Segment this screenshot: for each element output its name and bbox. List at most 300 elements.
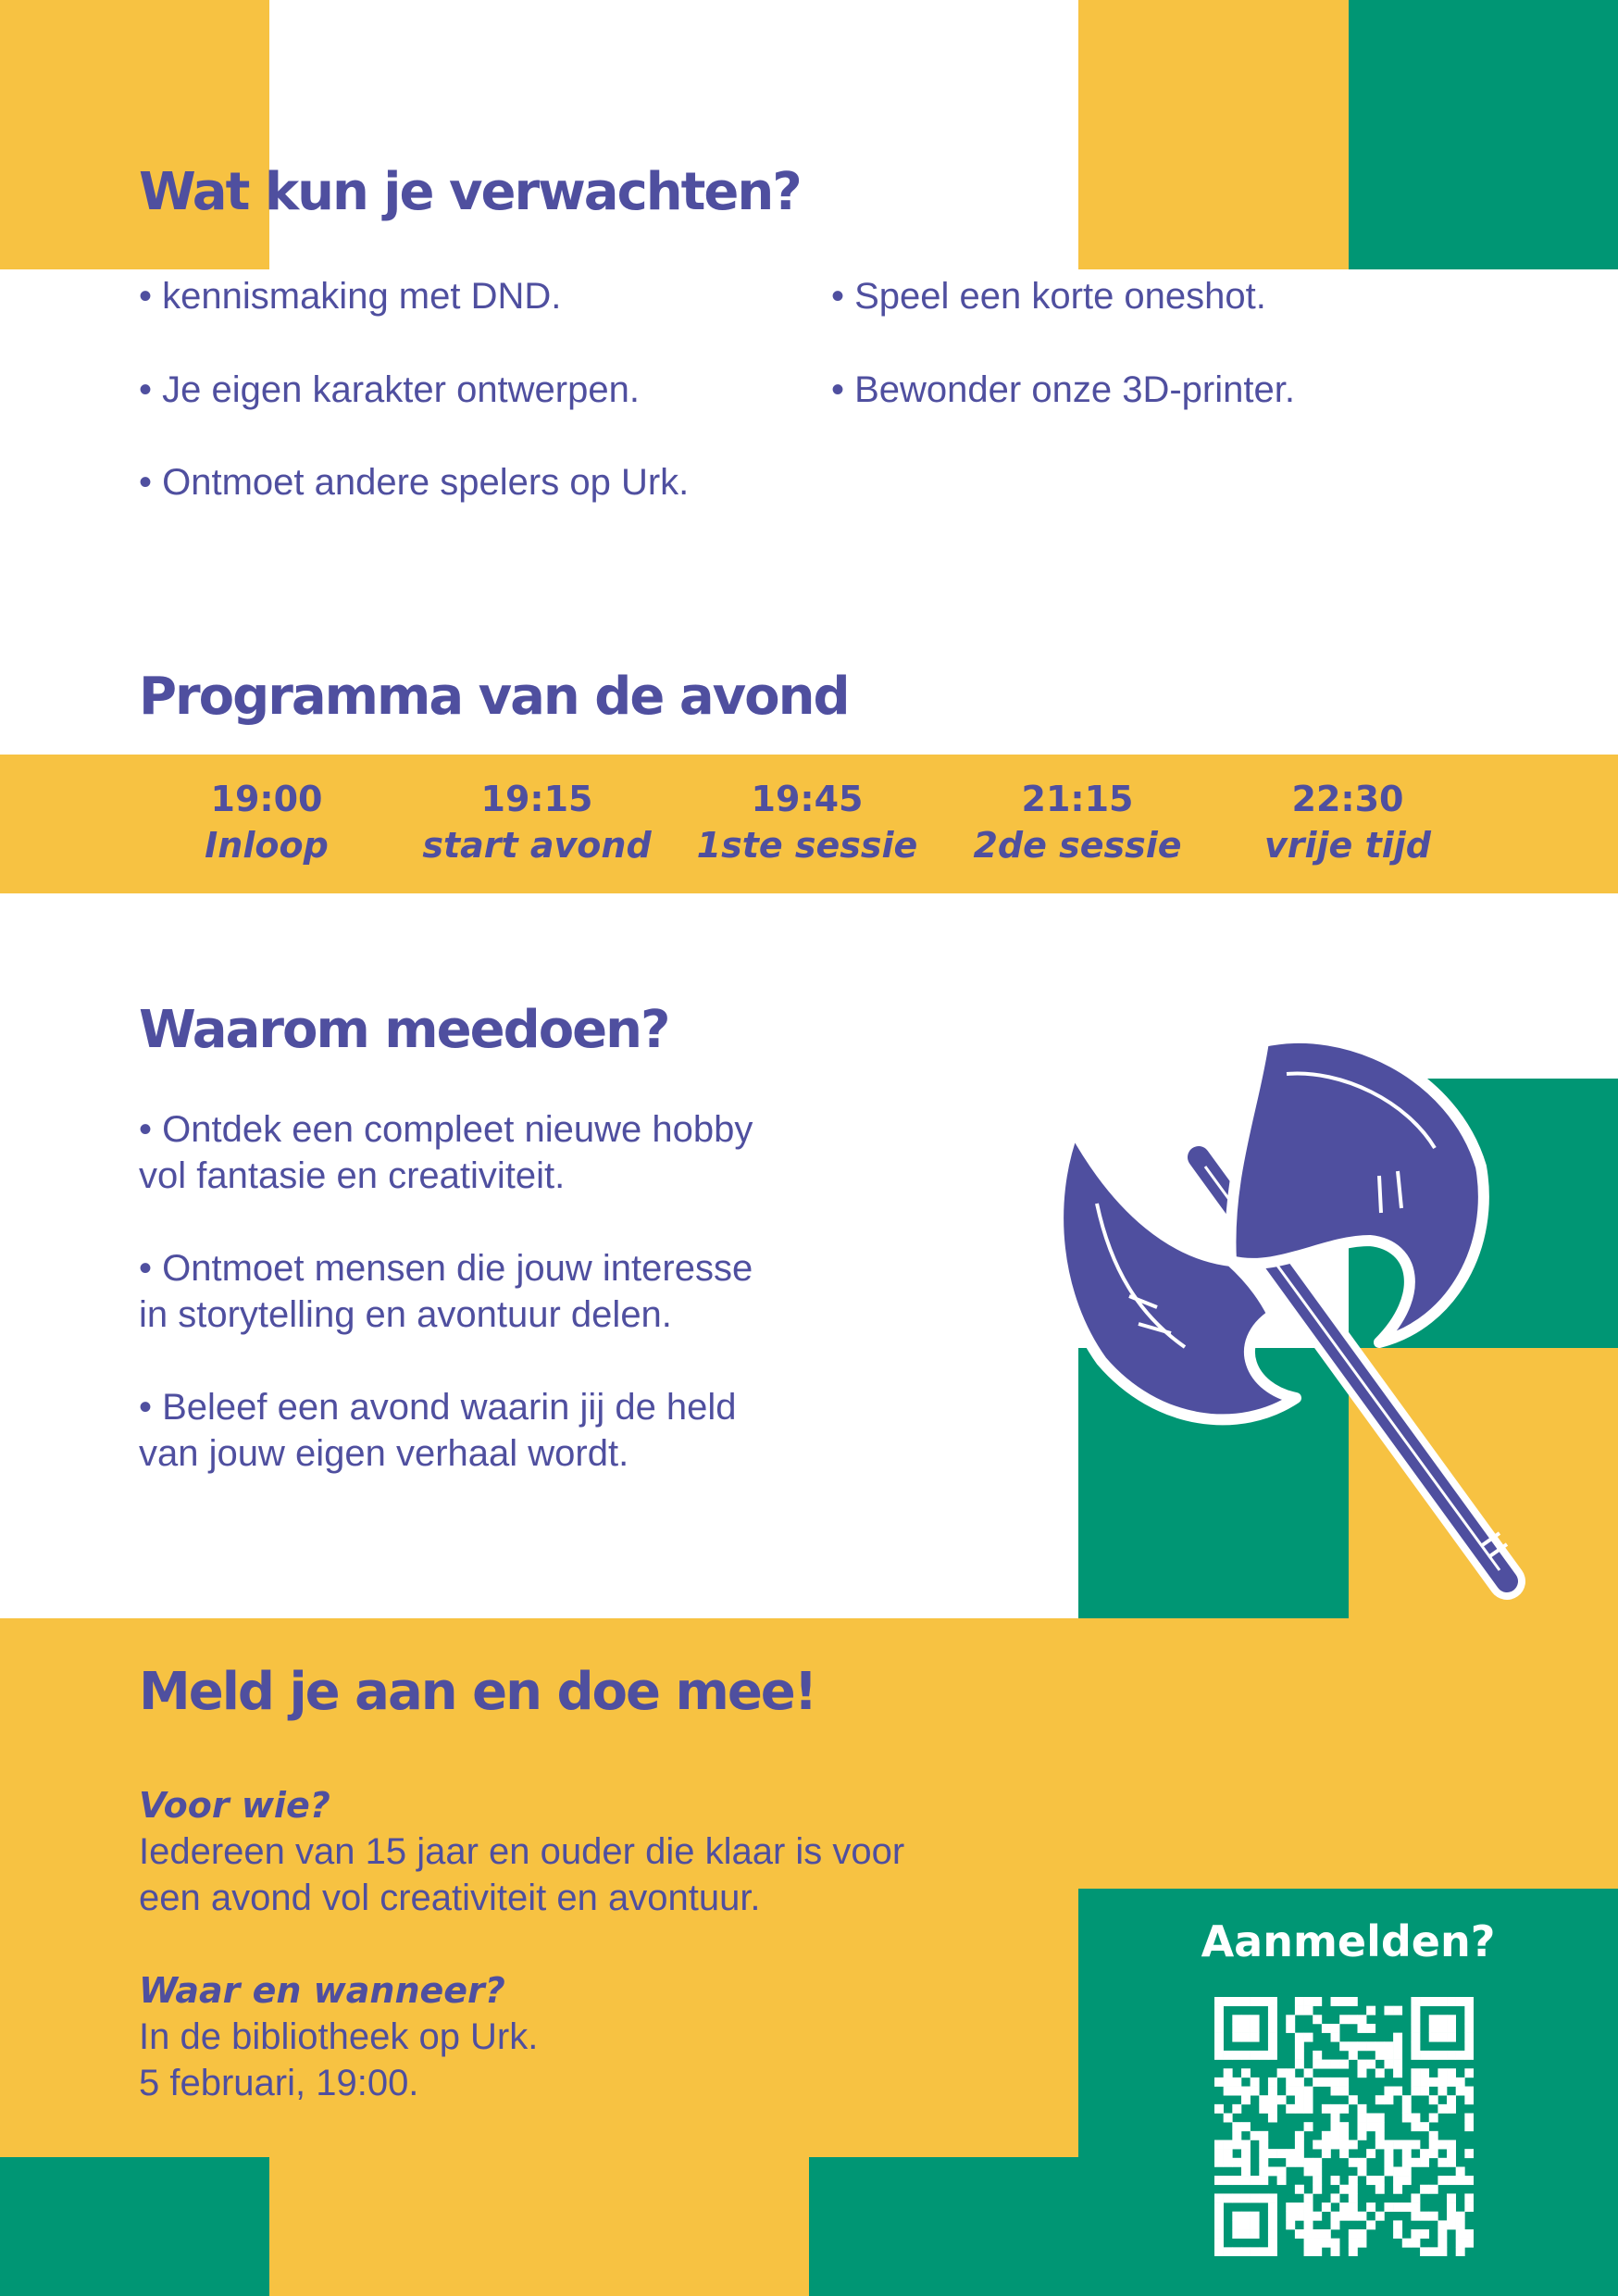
qr-module [1304,2006,1313,2015]
qr-module [1268,2006,1277,2015]
qr-module [1402,2095,1412,2104]
qr-module [1295,2041,1304,2051]
list-item-line: • Beleef een avond waarin jij de held [139,1387,737,1428]
qr-module [1411,2212,1420,2221]
qr-module [1339,2015,1349,2024]
qr-module [1224,2114,1233,2123]
qr-module [1331,2131,1340,2140]
qr-module [1375,2140,1385,2149]
qr-module [1251,2220,1260,2229]
qr-module [1366,2006,1375,2015]
qr-module [1286,2015,1295,2024]
qr-module [1357,2041,1366,2051]
qr-module [1268,2212,1277,2221]
qr-module [1438,2104,1447,2114]
qr-module [1429,2185,1438,2194]
qr-module [1402,2202,1412,2212]
qr-module [1447,2212,1456,2221]
qr-module [1322,2078,1331,2087]
qr-module [1232,2051,1241,2060]
qr-module [1366,2202,1375,2212]
qr-module [1322,2149,1331,2158]
qr-module [1420,2229,1429,2239]
qr-module [1232,2229,1241,2239]
qr-module [1232,2140,1241,2149]
qr-module [1286,2078,1295,2087]
qr-module [1286,2220,1295,2229]
who-line: Iedereen van 15 jaar en ouder die klaar is voor [139,1831,905,1872]
qr-module [1375,2068,1385,2078]
schedule-slot [132,776,401,868]
qr-module [1304,2220,1313,2229]
qr-module [1366,2060,1375,2069]
qr-module [1277,2068,1287,2078]
qr-module [1251,1997,1260,2006]
qr-module [1349,2229,1358,2239]
qr-module [1295,2202,1304,2212]
qr-module [1456,2051,1465,2060]
qr-module [1357,2060,1366,2069]
qr-module [1268,2104,1277,2114]
qr-module [1286,2202,1295,2212]
qr-module [1224,2140,1233,2149]
qr-module [1349,2051,1358,2060]
qr-module [1393,2006,1402,2015]
qr-module [1429,2024,1438,2033]
qr-module [1411,2033,1420,2042]
qr-module [1224,2158,1233,2167]
qr-module [1214,2247,1224,2256]
qr-module [1224,2087,1233,2096]
qr-module [1339,2149,1349,2158]
schedule-activity: 2de sessie [973,825,1182,866]
qr-module [1447,2015,1456,2024]
qr-module [1447,2104,1456,2114]
schedule-activity: start avond [422,825,652,866]
deco-block-bottom-mid [809,2157,1078,2296]
qr-heading: Aanmelden? [1201,1916,1496,1966]
qr-module [1331,2024,1340,2033]
qr-module [1214,2140,1224,2149]
qr-module [1322,2104,1331,2114]
qr-module [1286,2158,1295,2167]
qr-module [1313,2176,1322,2185]
qr-module [1268,2149,1277,2158]
qr-module [1411,2193,1420,2202]
qr-module [1384,2158,1393,2167]
qr-module [1241,2149,1251,2158]
qr-module [1251,2033,1260,2042]
qr-module [1241,2024,1251,2033]
qr-module [1214,2078,1224,2087]
qr-module [1357,2068,1366,2078]
qr-module [1313,2239,1322,2248]
qr-module [1214,2239,1224,2248]
qr-module [1411,2051,1420,2060]
qr-module [1384,2095,1393,2104]
qr-module [1375,2176,1385,2185]
heading-program: Programma van de avond [139,667,849,727]
qr-module [1304,2212,1313,2221]
qr-module [1214,2193,1224,2202]
qr-module [1214,2149,1224,2158]
qr-module [1375,2185,1385,2194]
deco-block-bottom-left [0,2157,269,2296]
qr-module [1286,2087,1295,2096]
qr-module [1393,2087,1402,2096]
qr-module [1304,2193,1313,2202]
qr-module [1438,2176,1447,2185]
qr-module [1339,1997,1349,2006]
qr-module [1241,2122,1251,2131]
qr-module [1304,2122,1313,2131]
qr-module [1438,2078,1447,2087]
qr-module [1322,2060,1331,2069]
qr-module [1268,1997,1277,2006]
qr-module [1295,2095,1304,2104]
qr-module [1464,2006,1474,2015]
deco-block-top-right-yellow [1078,0,1349,269]
qr-module [1366,2176,1375,2185]
qr-module [1232,2176,1241,2185]
qr-module [1241,1997,1251,2006]
qr-module [1464,2122,1474,2131]
qr-module [1251,2229,1260,2239]
qr-module [1349,1997,1358,2006]
qr-module [1411,2068,1420,2078]
qr-module [1313,2212,1322,2221]
qr-module [1393,2220,1402,2229]
qr-module [1411,2229,1420,2239]
qr-module [1224,2149,1233,2158]
qr-module [1438,2247,1447,2256]
qr-module [1259,2176,1268,2185]
qr-module [1357,2122,1366,2131]
qr-module [1322,2239,1331,2248]
qr-module [1357,2015,1366,2024]
qr-module [1375,2041,1385,2051]
qr-module [1393,2176,1402,2185]
qr-module [1241,2247,1251,2256]
qr-module [1349,2041,1358,2051]
qr-module [1447,2140,1456,2149]
qr-module [1313,2140,1322,2149]
qr-module [1241,2229,1251,2239]
list-item-line: in storytelling en avontuur delen. [139,1294,672,1335]
qr-module [1304,2202,1313,2212]
qr-module [1464,2176,1474,2185]
qr-module [1214,1997,1224,2006]
qr-module [1464,2229,1474,2239]
qr-module [1429,2078,1438,2087]
qr-module [1438,2140,1447,2149]
qr-module [1241,2033,1251,2042]
qr-module [1304,2104,1313,2114]
qr-module [1402,2149,1412,2158]
list-item-line: • Ontdek een compleet nieuwe hobby [139,1109,753,1150]
qr-module [1259,2095,1268,2104]
qr-module [1277,2166,1287,2176]
qr-module [1464,2015,1474,2024]
qr-module [1339,2131,1349,2140]
qr-module [1241,2051,1251,2060]
qr-module [1214,2051,1224,2060]
qr-module [1464,2068,1474,2078]
qr-module [1464,2193,1474,2202]
qr-module [1251,2131,1260,2140]
qr-module [1259,2051,1268,2060]
deco-block-top-left [0,0,269,269]
qr-module [1259,2149,1268,2158]
where-line: In de bibliotheek op Urk. [139,2016,539,2057]
qr-module [1411,2122,1420,2131]
qr-module [1214,2006,1224,2015]
qr-module [1456,2229,1465,2239]
qr-module [1241,2220,1251,2229]
qr-module [1259,1997,1268,2006]
qr-module [1331,2212,1340,2221]
qr-module [1304,2166,1313,2176]
list-item: • Ontmoet andere spelers op Urk. [139,462,690,503]
qr-module [1447,2051,1456,2060]
qr-module [1277,2176,1287,2185]
qr-module [1331,2078,1340,2087]
qr-module [1241,2166,1251,2176]
qr-module [1339,2185,1349,2194]
qr-module [1411,2006,1420,2015]
qr-module [1366,2114,1375,2123]
heading-signup: Meld je aan en doe mee! [139,1662,816,1722]
qr-module [1420,1997,1429,2006]
qr-module [1214,2229,1224,2239]
qr-module [1214,2220,1224,2229]
qr-module [1357,2239,1366,2248]
qr-module [1304,2087,1313,2096]
qr-module [1304,2229,1313,2239]
schedule-slot [403,776,671,868]
qr-module [1384,2041,1393,2051]
qr-module [1268,2247,1277,2256]
qr-module [1411,2114,1420,2123]
qr-module [1295,2149,1304,2158]
qr-module [1241,2176,1251,2185]
qr-module [1224,1997,1233,2006]
qr-module [1375,2095,1385,2104]
qr-module [1295,2131,1304,2140]
qr-module [1384,2149,1393,2158]
qr-module [1447,2078,1456,2087]
qr-module [1295,2078,1304,2087]
qr-module [1349,2185,1358,2194]
qr-module [1438,2158,1447,2167]
qr-module [1214,2024,1224,2033]
qr-module [1438,2024,1447,2033]
qr-module [1339,2104,1349,2114]
qr-module [1429,2033,1438,2042]
qr-module [1375,2122,1385,2131]
qr-module [1438,2033,1447,2042]
qr-module [1313,2015,1322,2024]
qr-module [1241,2193,1251,2202]
qr-module [1393,2185,1402,2194]
who-block [139,1782,904,1921]
qr-module [1456,2239,1465,2248]
list-item-line: • Ontmoet mensen die jouw interesse [139,1248,753,1289]
qr-module [1411,1997,1420,2006]
qr-code[interactable] [1214,1997,1474,2256]
qr-module [1447,2024,1456,2033]
qr-module [1447,2220,1456,2229]
qr-module [1447,2176,1456,2185]
where-label: Waar en wanneer? [139,1970,505,2011]
qr-module [1322,2131,1331,2140]
qr-module [1286,2212,1295,2221]
qr-module [1420,2158,1429,2167]
qr-module [1313,2166,1322,2176]
qr-module [1232,2122,1241,2131]
qr-module [1251,2078,1260,2087]
qr-module [1464,1997,1474,2006]
qr-module [1313,1997,1322,2006]
qr-module [1447,2095,1456,2104]
qr-module [1393,2033,1402,2042]
list-item-line: vol fantasie en creativiteit. [139,1155,566,1196]
qr-module [1304,2033,1313,2042]
list-item: • kennismaking met DND. [139,276,562,317]
qr-module [1411,2041,1420,2051]
qr-module [1259,2104,1268,2114]
qr-module [1214,2212,1224,2221]
qr-module [1286,2068,1295,2078]
schedule-time: 21:15 [1021,779,1134,819]
qr-module [1429,2095,1438,2104]
qr-module [1384,2006,1393,2015]
qr-module [1420,2247,1429,2256]
qr-module [1304,2247,1313,2256]
qr-module [1277,2095,1287,2104]
qr-module [1349,2158,1358,2167]
qr-module [1357,2158,1366,2167]
qr-module [1241,2212,1251,2221]
qr-module [1357,2229,1366,2239]
qr-module [1331,2114,1340,2123]
qr-module [1411,2140,1420,2149]
qr-module [1411,2024,1420,2033]
qr-module [1251,2087,1260,2096]
qr-module [1438,2239,1447,2248]
qr-module [1393,2041,1402,2051]
qr-module [1268,2095,1277,2104]
qr-module [1313,2078,1322,2087]
qr-module [1393,2051,1402,2060]
qr-module [1393,2166,1402,2176]
qr-module [1232,2131,1241,2140]
qr-module [1384,2202,1393,2212]
qr-module [1438,2229,1447,2239]
qr-module [1411,2087,1420,2096]
qr-module [1339,2041,1349,2051]
qr-module [1384,2051,1393,2060]
qr-module [1286,2104,1295,2114]
qr-module [1339,2087,1349,2096]
qr-module [1268,2041,1277,2051]
heading-why: Waarom meedoen? [139,1000,669,1060]
qr-module [1339,2078,1349,2087]
qr-module [1349,2095,1358,2104]
schedule-slot [673,776,941,868]
qr-module [1286,2024,1295,2033]
schedule-slot [1214,776,1482,868]
qr-module [1464,2051,1474,2060]
qr-module [1331,2220,1340,2229]
qr-module [1349,2212,1358,2221]
qr-module [1259,2166,1268,2176]
qr-module [1402,2114,1412,2123]
qr-module [1214,2041,1224,2051]
qr-module [1268,2078,1277,2087]
qr-module [1429,2212,1438,2221]
schedule-activity: 1ste sessie [696,825,918,866]
qr-module [1241,2095,1251,2104]
qr-module [1464,2087,1474,2096]
qr-module [1214,2015,1224,2024]
qr-module [1251,2176,1260,2185]
qr-module [1438,2068,1447,2078]
qr-module [1339,2060,1349,2069]
qr-module [1384,2060,1393,2069]
who-label: Voor wie? [139,1785,330,1826]
qr-module [1447,1997,1456,2006]
qr-module [1411,2015,1420,2024]
qr-module [1232,2024,1241,2033]
qr-module [1251,2212,1260,2221]
qr-module [1357,2024,1366,2033]
qr-module [1295,2140,1304,2149]
qr-module [1349,2176,1358,2185]
qr-module [1268,2087,1277,2096]
qr-module [1295,2185,1304,2194]
qr-module [1402,2158,1412,2167]
qr-module [1411,2078,1420,2087]
qr-module [1429,2114,1438,2123]
qr-module [1331,2104,1340,2114]
qr-module [1357,2166,1366,2176]
qr-module [1420,2149,1429,2158]
qr-module [1241,2068,1251,2078]
qr-module [1259,2140,1268,2149]
qr-module [1447,2149,1456,2158]
qr-module [1232,1997,1241,2006]
qr-module [1295,2051,1304,2060]
qr-module [1456,2087,1465,2096]
qr-module [1295,2212,1304,2221]
qr-module [1429,2131,1438,2140]
qr-module [1464,2041,1474,2051]
qr-module [1304,1997,1313,2006]
qr-module [1420,2068,1429,2078]
qr-module [1464,2149,1474,2158]
schedule-slot [943,776,1212,868]
qr-module [1411,2158,1420,2167]
qr-module [1393,2202,1402,2212]
qr-module [1420,2078,1429,2087]
qr-module [1286,2149,1295,2158]
qr-module [1224,2193,1233,2202]
qr-module [1438,1997,1447,2006]
qr-module [1429,2247,1438,2256]
qr-module [1331,2140,1340,2149]
where-line: 5 februari, 19:00. [139,2063,419,2103]
